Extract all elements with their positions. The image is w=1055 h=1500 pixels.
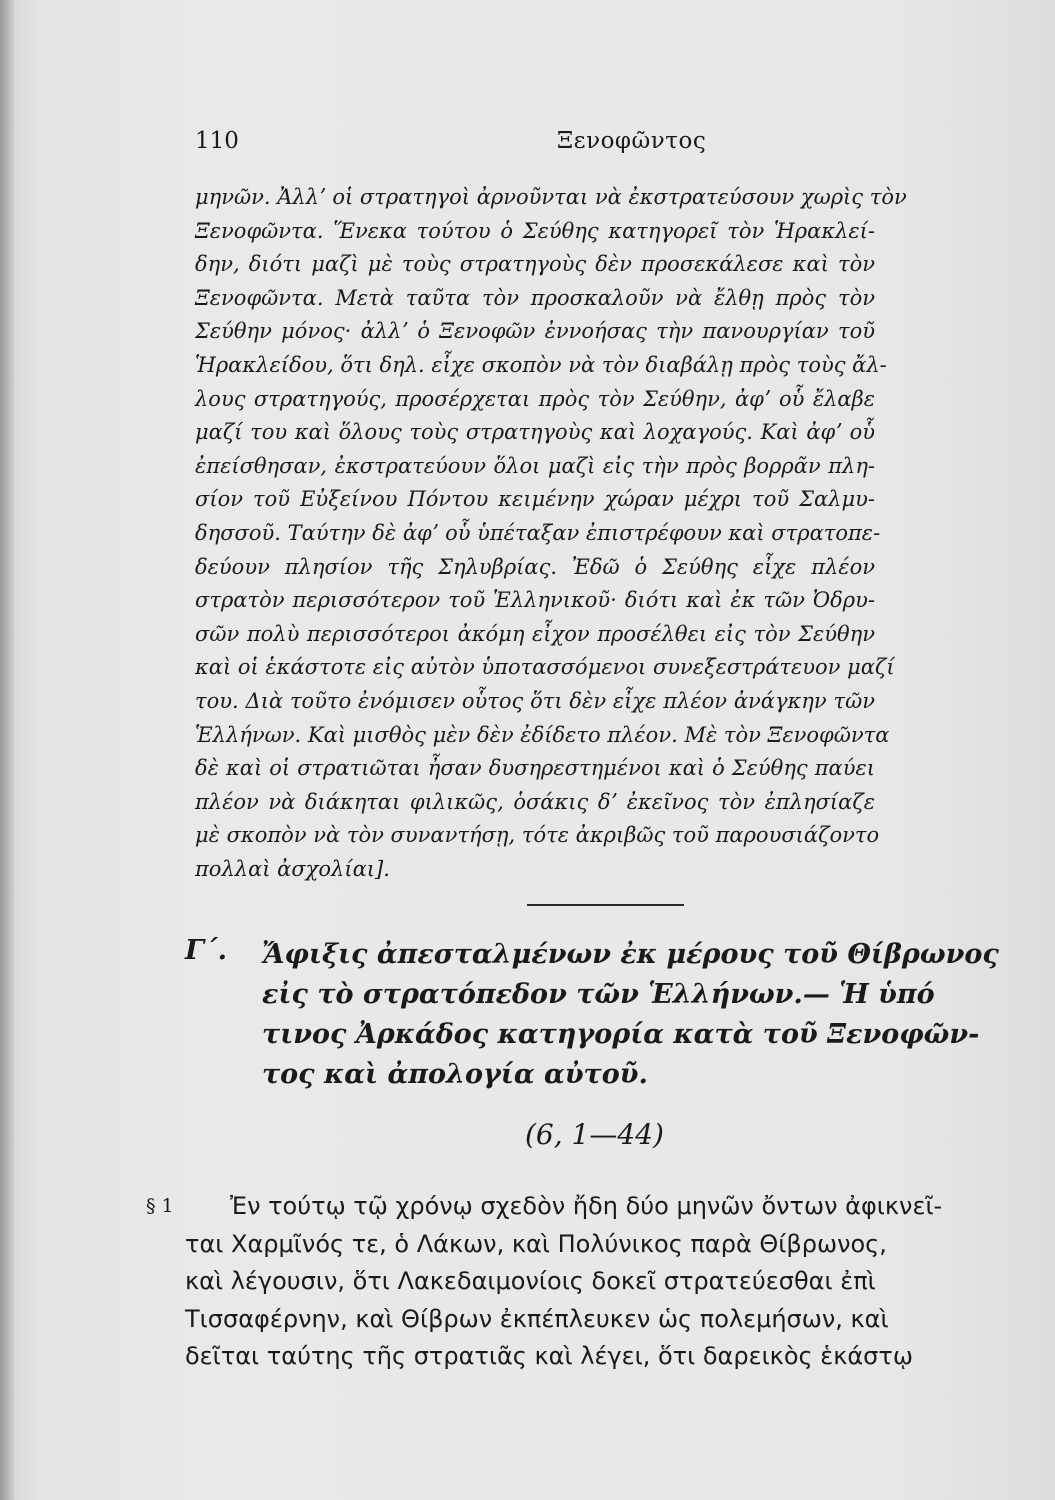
section-title-line: Ἄφιξις ἀπεσταλμένων ἐκ μέρους τοῦ Θίβρωνος bbox=[262, 939, 999, 970]
page-edge-shadow bbox=[0, 0, 14, 1500]
text-line: Ἡρακλείδου, ὅτι δηλ. εἶχε σκοπὸν νὰ τὸν διαβάλῃ πρὸς τοὺς ἄλ- bbox=[195, 352, 887, 377]
text-line: Σεύθην μόνος· ἀλλʼ ὁ Ξενοφῶν ἐννοήσας τὴν πανουργίαν τοῦ bbox=[195, 319, 875, 344]
text-line: Ἑλλήνων. Καὶ μισθὸς μὲν δὲν ἐδίδετο πλέον. Μὲ τὸν Ξενοφῶντα bbox=[195, 722, 890, 747]
section-title-line: εἰς τὸ στρατόπεδον τῶν Ἑλλήνων.— Ἡ ὑπό bbox=[262, 979, 935, 1010]
section-letter: Γ΄. bbox=[185, 935, 228, 966]
text-line: δεύουν πλησίον τῆς Σηλυβρίας. Ἐδῶ ὁ Σεύθης εἶχε πλέον bbox=[195, 554, 875, 579]
body-line: Τισσαφέρνην, καὶ Θίβρων ἐκπέπλευκεν ὡς πολεμήσων, καὶ bbox=[185, 1304, 889, 1333]
body-line: Ἐν τούτῳ τῷ χρόνῳ σχεδὸν ἤδη δύο μηνῶν ὄντων ἀφικνεῖ- bbox=[230, 1192, 943, 1220]
body-text bbox=[185, 1188, 943, 1376]
text-line: μηνῶν. Ἀλλʼ οἱ στρατηγοὶ ἀρνοῦνται νὰ ἐκστρατεύσουν χωρὶς τὸν bbox=[195, 185, 907, 209]
section-title-line: τος καὶ ἀπολογία αὐτοῦ. bbox=[262, 1059, 648, 1090]
page-number: 110 bbox=[195, 128, 239, 154]
page-header bbox=[195, 128, 875, 162]
section-title bbox=[262, 935, 999, 1095]
text-line: δησσοῦ. Ταύτην δὲ ἀφʼ οὗ ὑπέταξαν ἐπιστρέφουν καὶ στρατοπε- bbox=[195, 520, 881, 545]
text-line: σίον τοῦ Εὐξείνου Πόντου κειμένην χώραν μέχρι τοῦ Σαλμυ- bbox=[195, 487, 875, 512]
text-line: στρατὸν περισσότερον τοῦ Ἑλληνικοῦ· διότι καὶ ἐκ τῶν Ὀδρυ- bbox=[195, 588, 875, 613]
text-line: μαζί του καὶ ὅλους τοὺς στρατηγοὺς καὶ λοχαγούς. Καὶ ἀφʼ οὗ bbox=[195, 420, 875, 445]
text-line: καὶ οἱ ἑκάστοτε εἰς αὐτὸν ὑποτασσόμενοι συνεξεστράτευον μαζί bbox=[195, 655, 895, 680]
section-title-line: τινος Ἀρκάδος κατηγορία κατὰ τοῦ Ξενοφῶν- bbox=[262, 1019, 980, 1050]
text-line: δὲ καὶ οἱ στρατιῶται ἦσαν δυσηρεστημένοι καὶ ὁ Σεύθης παύει bbox=[195, 756, 875, 781]
text-line: ἐπείσθησαν, ἐκστρατεύουν ὅλοι μαζὶ εἰς τὴν πρὸς βορρᾶν πλη- bbox=[195, 453, 875, 478]
paragraph-marker: § 1 bbox=[146, 1195, 174, 1217]
text-line: μὲ σκοπὸν νὰ τὸν συναντήσῃ, τότε ἀκριβῶς τοῦ παρουσιάζοντο bbox=[195, 823, 880, 848]
text-line: του. Διὰ τοῦτο ἐνόμισεν οὗτος ὅτι δὲν εἶχε πλέον ἀνάγκην τῶν bbox=[195, 688, 875, 713]
running-title: Ξενοφῶντος bbox=[557, 128, 707, 154]
body-line: καὶ λέγουσιν, ὅτι Λακεδαιμονίοις δοκεῖ στρατεύεσθαι ἐπὶ bbox=[185, 1267, 876, 1295]
section-range: (6, 1—44) bbox=[525, 1118, 664, 1151]
text-line: πολλαὶ ἀσχολίαι]. bbox=[195, 856, 390, 881]
text-line: πλέον νὰ διάκηται φιλικῶς, ὁσάκις δʼ ἐκεῖνος τὸν ἐπλησίαζε bbox=[195, 789, 875, 814]
section-divider bbox=[527, 904, 684, 906]
italic-summary-text bbox=[195, 181, 907, 886]
text-line: Ξενοφῶντα. Μετὰ ταῦτα τὸν προσκαλοῦν νὰ ἔλθῃ πρὸς τὸν bbox=[195, 285, 875, 310]
text-line: δην, διότι μαζὶ μὲ τοὺς στρατηγοὺς δὲν προσεκάλεσε καὶ τὸν bbox=[195, 252, 875, 277]
body-line: ται Χαρμῖνός τε, ὁ Λάκων, καὶ Πολύνικος παρὰ Θίβρωνος, bbox=[185, 1229, 887, 1258]
text-line: λους στρατηγούς, προσέρχεται πρὸς τὸν Σεύθην, ἀφʼ οὗ ἔλαβε bbox=[195, 386, 875, 411]
body-line: δεῖται ταύτης τῆς στρατιᾶς καὶ λέγει, ὅτι δαρεικὸς ἑκάστῳ bbox=[185, 1342, 913, 1370]
text-line: Ξενοφῶντα. Ἕνεκα τούτου ὁ Σεύθης κατηγορεῖ τὸν Ἡρακλεί- bbox=[195, 218, 875, 243]
text-line: σῶν πολὺ περισσότεροι ἀκόμη εἶχον προσέλθει εἰς τὸν Σεύθην bbox=[195, 621, 875, 646]
